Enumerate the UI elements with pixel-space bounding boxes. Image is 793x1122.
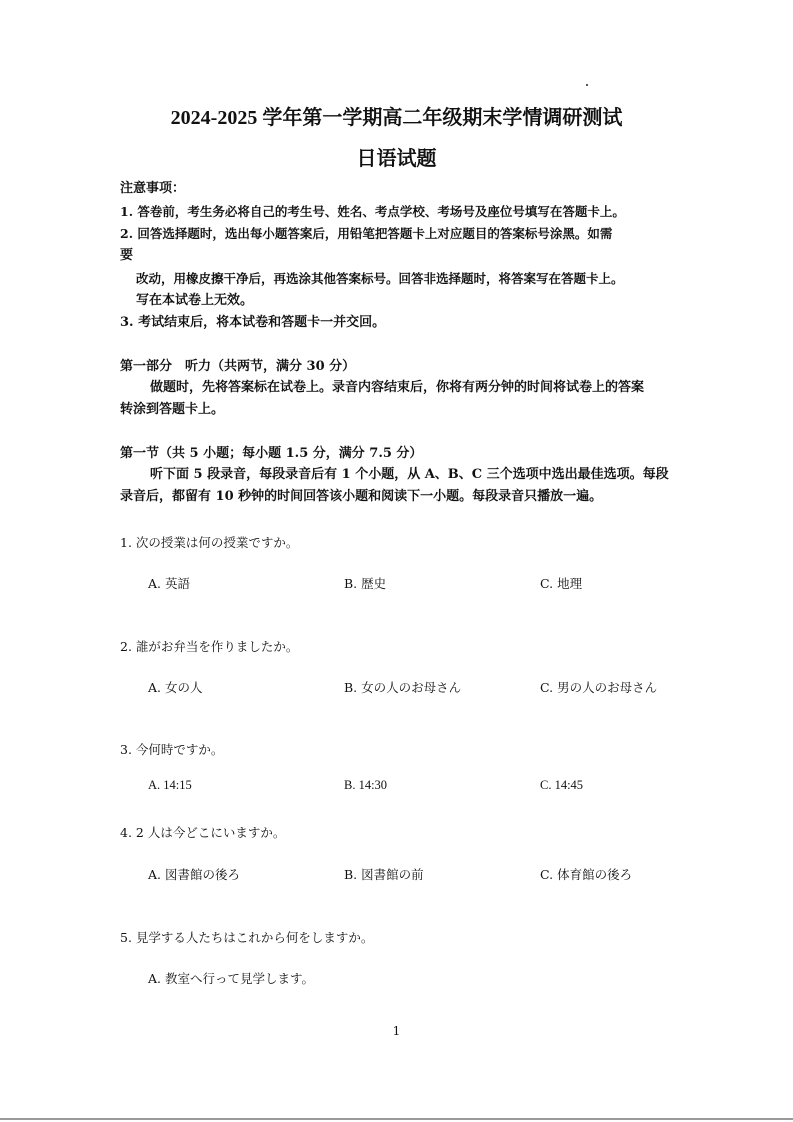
page-number: 1 xyxy=(392,1024,401,1038)
part1-desc-1: 做题时，先将答案标在试卷上。录音内容结束后，你将有两分钟的时间将试卷上的答案 xyxy=(150,380,645,395)
question-2-option-c: C. 男の人のお母さん xyxy=(540,680,658,695)
question-4-option-a: A. 図書館の後ろ xyxy=(148,867,240,882)
notice-item-2-end: 写在本试卷上无效。 xyxy=(136,293,254,308)
question-2-option-b: B. 女の人のお母さん xyxy=(344,680,462,695)
question-2-option-a: A. 女の人 xyxy=(148,680,203,695)
notice-item-3: 3. 考试结束后，将本试卷和答题卡一并交回。 xyxy=(120,315,386,330)
question-3-option-b: B. 14:30 xyxy=(344,778,388,792)
section1-desc-2: 录音后，都留有 10 秒钟的时间回答该小题和阅读下一小题。每段录音只播放一遍。 xyxy=(120,489,603,504)
question-3-option-c: C. 14:45 xyxy=(540,778,584,792)
notice-item-1: 1. 答卷前，考生务必将自己的考生号、姓名、考点学校、考场号及座位号填写在答题卡上。 xyxy=(120,204,625,219)
question-4-option-c: C. 体育館の後ろ xyxy=(540,867,633,882)
section1-desc-1: 听下面 5 段录音，每段录音后有 1 个小题，从 A、B、C 三个选项中选出最佳选项。每段 xyxy=(150,467,669,482)
page-subtitle: 日语试题 xyxy=(356,148,437,170)
notice-heading: 注意事项： xyxy=(120,181,186,196)
page-title: 2024-2025 学年第一学期高二年级期末学情调研测试 xyxy=(170,107,623,129)
notice-item-2-cont: 改动，用橡皮擦干净后，再选涂其他答案标号。回答非选择题时，将答案写在答题卡上。 xyxy=(136,271,624,286)
page-bottom-divider xyxy=(0,1118,793,1120)
question-1-option-c: C. 地理 xyxy=(540,576,583,591)
question-1-stem: 1. 次の授業は何の授業ですか。 xyxy=(120,535,299,550)
notice-item-2-wrap: 要 xyxy=(120,248,134,263)
part1-desc-2: 转涂到答题卡上。 xyxy=(120,402,225,417)
question-2-stem: 2. 誰がお弁当を作りましたか。 xyxy=(120,639,299,654)
section1-heading: 第一节（共 5 小题；每小题 1.5 分，满分 7.5 分） xyxy=(120,446,423,461)
question-1-option-b: B. 歴史 xyxy=(344,576,387,591)
question-4-stem: 4. 2 人は今どこにいますか。 xyxy=(120,825,286,840)
question-5-stem: 5. 見学する人たちはこれから何をしますか。 xyxy=(120,930,374,945)
question-3-option-a: A. 14:15 xyxy=(148,778,192,792)
notice-item-2: 2. 回答选择题时，选出每小题答案后，用铅笔把答题卡上对应题目的答案标号涂黑。如需 xyxy=(120,226,613,241)
part1-heading: 第一部分 听力（共两节，满分 30 分） xyxy=(120,359,356,374)
question-3-stem: 3. 今何時ですか。 xyxy=(120,742,224,757)
question-1-option-a: A. 英語 xyxy=(148,576,190,591)
question-5-option-a: A. 教室へ行って見学します。 xyxy=(148,971,314,986)
scan-dot xyxy=(586,84,588,86)
question-4-option-b: B. 図書館の前 xyxy=(344,867,424,882)
